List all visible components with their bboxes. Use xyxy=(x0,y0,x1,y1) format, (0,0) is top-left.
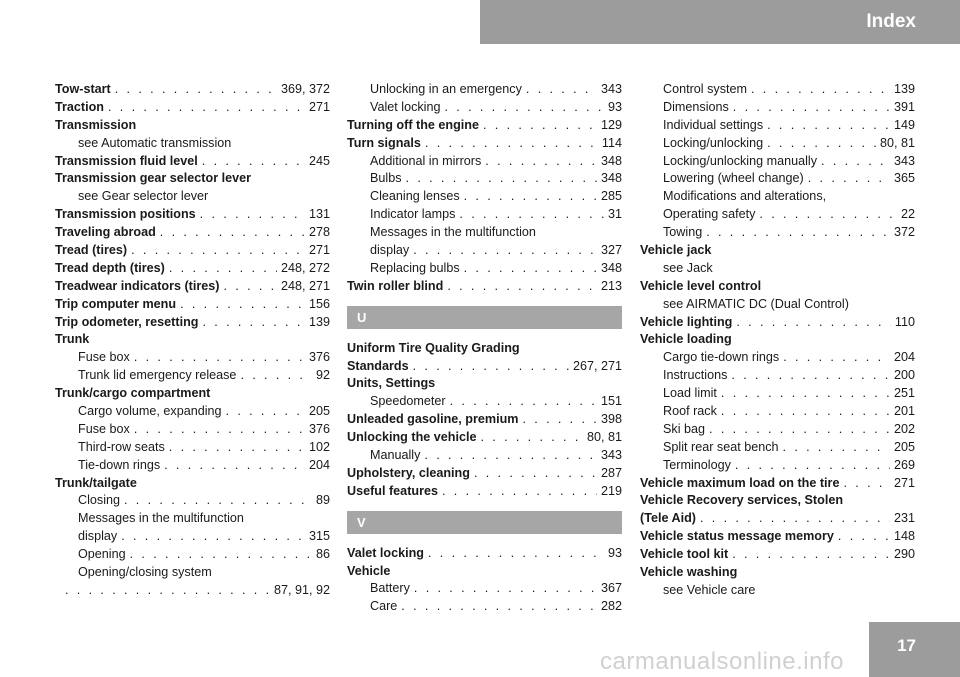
entry-text: Fuse box xyxy=(78,421,130,436)
page-reference: 139 xyxy=(893,82,915,96)
entry-text: Valet locking xyxy=(347,545,424,560)
index-entry xyxy=(640,278,915,296)
index-subentry xyxy=(55,349,330,367)
page-reference: 251 xyxy=(893,386,915,401)
entry-text: Lowering (wheel change) xyxy=(663,171,804,186)
page-reference: 285 xyxy=(600,189,622,204)
entry-text: Vehicle loading xyxy=(640,332,732,347)
entry-text: Upholstery, cleaning xyxy=(347,465,470,480)
index-subentry xyxy=(55,564,330,582)
entry-text: Traveling abroad xyxy=(55,225,156,240)
index-subentry xyxy=(347,580,622,598)
page-reference: 367 xyxy=(600,581,622,596)
index-subentry xyxy=(640,170,915,188)
page-reference: 80, 81 xyxy=(879,135,915,150)
dot-leader xyxy=(732,546,890,564)
entry-text: Modifications and alterations, xyxy=(663,189,827,204)
dot-leader xyxy=(406,170,597,188)
dot-leader xyxy=(169,260,277,278)
page-reference: 139 xyxy=(308,314,330,329)
page-reference: 129 xyxy=(600,117,622,132)
index-entry xyxy=(55,260,330,278)
index-subentry xyxy=(55,188,330,206)
dot-leader xyxy=(413,242,597,260)
dot-leader xyxy=(706,224,890,242)
page-reference: 369, 372 xyxy=(280,82,330,96)
index-entry xyxy=(55,99,330,117)
index-entry xyxy=(347,429,622,447)
index-subentry xyxy=(640,117,915,135)
dot-leader xyxy=(424,447,597,465)
index-entry xyxy=(55,170,330,188)
entry-text: Tie-down rings xyxy=(78,457,161,472)
page-reference: 248, 271 xyxy=(280,278,330,293)
dot-leader xyxy=(447,278,597,296)
index-subentry xyxy=(55,367,330,385)
index-entry xyxy=(347,340,622,358)
dot-leader xyxy=(223,278,276,296)
page-reference: 391 xyxy=(893,99,915,114)
dot-leader xyxy=(700,510,890,528)
index-entry xyxy=(55,331,330,349)
entry-text: Additional in mirrors xyxy=(370,153,482,168)
dot-leader xyxy=(767,135,876,153)
index-subentry xyxy=(640,367,915,385)
index-entry xyxy=(347,278,622,296)
index-subentry xyxy=(640,296,915,314)
index-subentry xyxy=(640,153,915,171)
dot-leader xyxy=(526,81,597,99)
entry-text: Dimensions xyxy=(663,99,729,114)
dot-leader xyxy=(522,411,597,429)
page-reference: 271 xyxy=(893,475,915,490)
page-reference: 348 xyxy=(600,171,622,186)
dot-leader xyxy=(480,429,583,447)
index-subentry xyxy=(640,188,915,206)
entry-text: Units, Settings xyxy=(347,376,436,391)
section-header: U xyxy=(347,306,622,329)
entry-text: Transmission gear selector lever xyxy=(55,171,252,186)
index-subentry xyxy=(55,528,330,546)
page-reference: 92 xyxy=(315,368,330,383)
page-reference: 89 xyxy=(315,493,330,508)
dot-leader xyxy=(414,580,597,598)
entry-text: Unlocking in an emergency xyxy=(370,82,522,96)
index-entry xyxy=(347,375,622,393)
index-subentry xyxy=(347,598,622,616)
entry-text: Trunk xyxy=(55,332,90,347)
entry-text: Tread (tires) xyxy=(55,243,128,258)
index-subentry xyxy=(640,260,915,278)
entry-text: Messages in the multifunction xyxy=(78,511,244,526)
entry-text: Traction xyxy=(55,99,104,114)
page-reference: 248, 272 xyxy=(280,260,330,275)
index-subentry xyxy=(55,510,330,528)
index-entry xyxy=(640,475,915,493)
entry-text: Vehicle xyxy=(347,563,391,578)
page-reference: 365 xyxy=(893,171,915,186)
page-reference: 114 xyxy=(601,135,622,150)
dot-leader xyxy=(428,545,604,563)
index-entry xyxy=(640,528,915,546)
dot-leader xyxy=(164,457,305,475)
index-entry xyxy=(347,411,622,429)
dot-leader xyxy=(821,153,890,171)
page-reference: 156 xyxy=(308,296,330,311)
dot-leader xyxy=(485,153,597,171)
entry-text: Load limit xyxy=(663,386,717,401)
entry-text: Roof rack xyxy=(663,404,717,419)
page-reference: 278 xyxy=(308,225,330,240)
index-entry xyxy=(347,545,622,563)
page-number-box xyxy=(869,622,960,677)
entry-text: Operating safety xyxy=(663,207,756,222)
index-entry xyxy=(347,483,622,501)
index-subentry xyxy=(640,421,915,439)
dot-leader xyxy=(733,99,890,117)
page-reference: 213 xyxy=(600,278,622,293)
dot-leader xyxy=(759,206,897,224)
page-reference: 22 xyxy=(900,207,915,222)
page-title: Index xyxy=(866,11,916,32)
dot-leader xyxy=(425,135,598,153)
dot-leader xyxy=(134,349,305,367)
index-subentry xyxy=(347,224,622,242)
index-subentry xyxy=(640,385,915,403)
page-reference: 269 xyxy=(893,457,915,472)
entry-text: Cleaning lenses xyxy=(370,189,460,204)
index-entry xyxy=(55,117,330,135)
dot-leader xyxy=(160,224,305,242)
dot-leader xyxy=(783,439,890,457)
entry-text: Twin roller blind xyxy=(347,278,444,293)
index-subentry xyxy=(640,349,915,367)
entry-text: Transmission fluid level xyxy=(55,153,198,168)
dot-leader xyxy=(735,457,890,475)
dot-leader xyxy=(483,117,597,135)
page-reference: 348 xyxy=(600,153,622,168)
index-entry xyxy=(55,278,330,296)
dot-leader xyxy=(401,598,597,616)
entry-text: display xyxy=(370,243,410,258)
index-subentry xyxy=(347,188,622,206)
entry-text: Third-row seats xyxy=(78,439,165,454)
watermark: carmanualsonline.info xyxy=(600,648,844,675)
page-reference: 315 xyxy=(308,529,330,544)
index-entry xyxy=(55,385,330,403)
index-subentry xyxy=(347,170,622,188)
index-entry xyxy=(347,465,622,483)
index-entry xyxy=(55,153,330,171)
dot-leader xyxy=(838,528,890,546)
index-column-3 xyxy=(640,81,915,600)
dot-leader xyxy=(134,421,305,439)
entry-text: see Automatic transmission xyxy=(78,135,232,150)
entry-text: Vehicle jack xyxy=(640,243,712,258)
index-subentry xyxy=(347,81,622,99)
page-reference: 202 xyxy=(893,421,915,436)
index-subentry xyxy=(347,206,622,224)
index-subentry xyxy=(640,206,915,224)
entry-text: Vehicle tool kit xyxy=(640,547,729,562)
index-entry xyxy=(55,296,330,314)
index-subentry xyxy=(55,439,330,457)
dot-leader xyxy=(709,421,890,439)
index-entry xyxy=(640,510,915,528)
entry-text: see Gear selector lever xyxy=(78,189,209,204)
page-reference: 287 xyxy=(600,465,622,480)
page-reference: 348 xyxy=(600,260,622,275)
index-entry xyxy=(347,135,622,153)
dot-leader xyxy=(226,403,305,421)
entry-text: see Jack xyxy=(663,260,713,275)
dot-leader xyxy=(130,546,312,564)
page-reference: 219 xyxy=(600,483,622,498)
dot-leader xyxy=(115,81,277,99)
entry-text: Indicator lamps xyxy=(370,207,456,222)
index-subentry xyxy=(347,447,622,465)
entry-text: Trip computer menu xyxy=(55,296,177,311)
index-subentry xyxy=(55,421,330,439)
dot-leader xyxy=(200,206,305,224)
page-number: 17 xyxy=(897,636,916,655)
section-header: V xyxy=(347,511,622,534)
entry-text: Fuse box xyxy=(78,350,130,365)
page-reference: 245 xyxy=(308,153,330,168)
page-reference: 290 xyxy=(893,547,915,562)
index-entry xyxy=(347,563,622,581)
page-reference: 205 xyxy=(308,404,330,419)
entry-text: Instructions xyxy=(663,368,728,383)
index-entry xyxy=(640,492,915,510)
page-reference: 327 xyxy=(600,243,622,258)
entry-text: Replacing bulbs xyxy=(370,260,460,275)
index-entry xyxy=(640,331,915,349)
entry-text: Trunk/cargo compartment xyxy=(55,386,211,401)
index-subentry xyxy=(347,393,622,411)
dot-leader xyxy=(202,314,305,332)
entry-text: Messages in the multifunction xyxy=(370,225,536,240)
index-subentry xyxy=(640,582,915,600)
page-reference: 201 xyxy=(893,404,915,419)
entry-text: Trip odometer, resetting xyxy=(55,314,199,329)
page-reference: 282 xyxy=(600,599,622,614)
dot-leader xyxy=(240,367,312,385)
page-reference: 93 xyxy=(607,99,622,114)
entry-text: Speedometer xyxy=(370,394,446,409)
page-reference: 398 xyxy=(600,412,622,427)
entry-text: Vehicle status message memory xyxy=(640,529,834,544)
dot-leader xyxy=(751,81,890,99)
page-reference: 343 xyxy=(600,448,622,463)
dot-leader xyxy=(108,99,305,117)
index-subentry xyxy=(347,242,622,260)
page-reference: 86 xyxy=(315,547,330,562)
dot-leader xyxy=(444,99,604,117)
entry-text: Valet locking xyxy=(370,99,441,114)
dot-leader xyxy=(843,475,890,493)
index-subentry xyxy=(55,492,330,510)
entry-text: Control system xyxy=(663,82,747,96)
entry-text: Vehicle washing xyxy=(640,565,738,580)
dot-leader xyxy=(131,242,305,260)
entry-text: Useful features xyxy=(347,483,438,498)
page-reference: 205 xyxy=(893,439,915,454)
entry-text: Split rear seat bench xyxy=(663,439,779,454)
entry-text: Trunk lid emergency release xyxy=(78,368,237,383)
dot-leader xyxy=(767,117,890,135)
dot-leader xyxy=(121,528,305,546)
index-entry xyxy=(55,242,330,260)
index-entry xyxy=(347,358,622,376)
dot-leader xyxy=(474,465,597,483)
entry-text: Standards xyxy=(347,358,409,373)
dot-leader xyxy=(169,439,305,457)
index-subentry xyxy=(640,457,915,475)
entry-text: (Tele Aid) xyxy=(640,511,696,526)
page-reference: 80, 81 xyxy=(586,430,622,445)
dot-leader xyxy=(464,260,597,278)
index-entry xyxy=(640,242,915,260)
page-reference: 200 xyxy=(893,368,915,383)
entry-text: Opening xyxy=(78,547,126,562)
entry-text: Cargo tie-down rings xyxy=(663,350,780,365)
index-subentry xyxy=(640,99,915,117)
page-reference: 343 xyxy=(893,153,915,168)
dot-leader xyxy=(721,385,890,403)
index-subentry xyxy=(640,135,915,153)
entry-text: Ski bag xyxy=(663,421,706,436)
page-reference: 87, 91, 92 xyxy=(273,582,330,597)
dot-leader xyxy=(180,296,305,314)
page-reference: 372 xyxy=(893,225,915,240)
entry-text: Locking/unlocking xyxy=(663,135,764,150)
page-reference: 343 xyxy=(600,82,622,96)
entry-text: Battery xyxy=(370,581,410,596)
entry-text: Vehicle level control xyxy=(640,278,762,293)
index-subentry xyxy=(640,439,915,457)
page-reference: 376 xyxy=(308,350,330,365)
dot-leader xyxy=(808,170,890,188)
dot-leader xyxy=(736,314,891,332)
index-subentry xyxy=(55,582,330,600)
page-reference: 93 xyxy=(607,545,622,560)
index-subentry xyxy=(640,224,915,242)
entry-text: Treadwear indicators (tires) xyxy=(55,278,220,293)
dot-leader xyxy=(202,153,305,171)
page-reference: 376 xyxy=(308,421,330,436)
index-subentry xyxy=(640,403,915,421)
index-entry xyxy=(347,117,622,135)
dot-leader xyxy=(413,358,569,376)
entry-text: Tow-start xyxy=(55,82,111,96)
entry-text: Vehicle lighting xyxy=(640,314,733,329)
index-subentry xyxy=(347,260,622,278)
index-subentry xyxy=(55,135,330,153)
entry-text: Care xyxy=(370,599,398,614)
dot-leader xyxy=(450,393,597,411)
entry-text: Trunk/tailgate xyxy=(55,475,137,490)
page-reference: 271 xyxy=(308,243,330,258)
entry-text: Vehicle maximum load on the tire xyxy=(640,475,840,490)
entry-text: Unlocking the vehicle xyxy=(347,430,477,445)
dot-leader xyxy=(731,367,890,385)
index-entry xyxy=(55,206,330,224)
page-reference: 31 xyxy=(607,207,622,222)
page-reference: 131 xyxy=(308,207,330,222)
header-bar xyxy=(480,0,960,44)
entry-text: Individual settings xyxy=(663,117,764,132)
index-subentry xyxy=(347,153,622,171)
dot-leader xyxy=(464,188,597,206)
entry-text: Transmission xyxy=(55,117,137,132)
page-reference: 151 xyxy=(600,394,622,409)
entry-text: Tread depth (tires) xyxy=(55,260,165,275)
index-entry xyxy=(55,475,330,493)
entry-text: Locking/unlocking manually xyxy=(663,153,818,168)
dot-leader xyxy=(721,403,890,421)
page-reference: 102 xyxy=(308,439,330,454)
index-subentry xyxy=(55,403,330,421)
dot-leader xyxy=(65,582,270,600)
index-column-2 xyxy=(347,81,622,616)
entry-text: Uniform Tire Quality Grading xyxy=(347,340,520,355)
page-reference: 110 xyxy=(894,314,915,329)
entry-text: see AIRMATIC DC (Dual Control) xyxy=(663,296,849,311)
page-reference: 231 xyxy=(893,511,915,526)
entry-text: Manually xyxy=(370,448,421,463)
index-entry xyxy=(55,81,330,99)
dot-leader xyxy=(124,492,312,510)
entry-text: Transmission positions xyxy=(55,207,196,222)
page-reference: 204 xyxy=(308,457,330,472)
entry-text: Closing xyxy=(78,493,120,508)
dot-leader xyxy=(442,483,597,501)
dot-leader xyxy=(459,206,604,224)
page-reference: 148 xyxy=(893,529,915,544)
entry-text: Bulbs xyxy=(370,171,402,186)
index-entry xyxy=(640,564,915,582)
entry-text: Opening/closing system xyxy=(78,565,212,580)
entry-text: Unleaded gasoline, premium xyxy=(347,412,519,427)
page-reference: 149 xyxy=(893,117,915,132)
entry-text: Terminology xyxy=(663,457,731,472)
index-subentry xyxy=(55,457,330,475)
entry-text: Cargo volume, expanding xyxy=(78,404,222,419)
entry-text: Towing xyxy=(663,225,703,240)
index-column-1 xyxy=(55,81,330,600)
page-reference: 271 xyxy=(308,99,330,114)
entry-text: see Vehicle care xyxy=(663,582,756,597)
page-reference: 204 xyxy=(893,350,915,365)
index-subentry xyxy=(640,81,915,99)
page-reference: 267, 271 xyxy=(572,358,622,373)
index-entry xyxy=(55,224,330,242)
index-subentry xyxy=(55,546,330,564)
entry-text: Turning off the engine xyxy=(347,117,479,132)
index-entry xyxy=(640,546,915,564)
entry-text: display xyxy=(78,529,118,544)
index-entry xyxy=(55,314,330,332)
index-entry xyxy=(640,314,915,332)
entry-text: Vehicle Recovery services, Stolen xyxy=(640,493,844,508)
entry-text: Turn signals xyxy=(347,135,421,150)
index-subentry xyxy=(347,99,622,117)
dot-leader xyxy=(783,349,890,367)
